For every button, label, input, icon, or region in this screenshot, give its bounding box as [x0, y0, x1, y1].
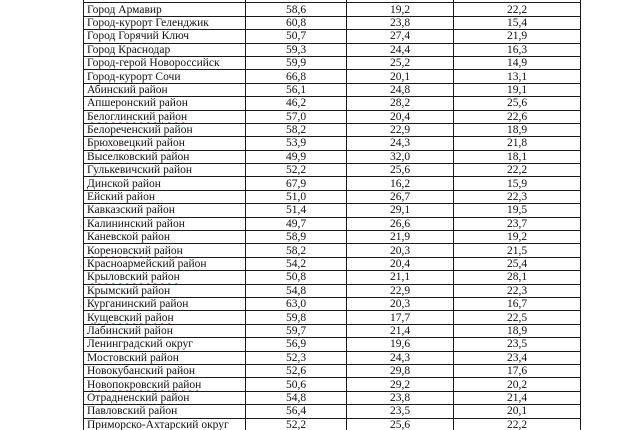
municipality-name-cell — [84, 324, 246, 337]
municipality-name: Новокубанский район — [87, 365, 196, 378]
municipality-name-cell — [84, 284, 246, 297]
table-row — [84, 97, 581, 110]
value-3-cell: 15,9 — [454, 177, 581, 190]
municipality-name: Белореченский район — [87, 124, 193, 137]
value-1-cell: 54,2 — [246, 257, 347, 270]
value-3-cell: 15,4 — [454, 16, 581, 29]
value-1-cell: 49,9 — [246, 150, 347, 163]
value-2-cell: 24,8 — [347, 83, 454, 96]
municipality-name-cell — [84, 311, 246, 324]
table-row — [84, 405, 581, 418]
table-row — [84, 177, 581, 190]
municipality-name: Выселковский район — [87, 150, 190, 163]
value-1-cell: 58,9 — [246, 231, 347, 244]
municipality-name-cell — [84, 56, 246, 69]
value-2-cell: 20,4 — [347, 110, 454, 123]
value-2-cell: 24,3 — [347, 137, 454, 150]
value-1-cell: 52,6 — [246, 364, 347, 377]
municipality-name: Город Армавир — [87, 3, 162, 16]
value-2-cell: 28,2 — [347, 97, 454, 110]
value-2-cell: 20,4 — [347, 257, 454, 270]
value-1-cell: 56,4 — [246, 405, 347, 418]
value-2-cell: 26,6 — [347, 217, 454, 230]
table-row — [84, 338, 581, 351]
value-1-cell: 49,7 — [246, 217, 347, 230]
value-3-cell: 17,6 — [454, 364, 581, 377]
municipality-name: Город-курорт Геленджик — [87, 16, 209, 29]
value-3-cell: 16,3 — [454, 43, 581, 56]
value-3-cell: 22,2 — [454, 164, 581, 177]
value-3-cell: 22,3 — [454, 190, 581, 203]
value-2-cell: 21,1 — [347, 271, 454, 284]
municipality-name: Лабинский район — [87, 324, 173, 337]
value-3-cell: 18,1 — [454, 150, 581, 163]
municipality-name-cell — [84, 97, 246, 110]
value-2-cell: 32,0 — [347, 150, 454, 163]
municipality-name-cell — [84, 83, 246, 96]
value-3-cell: 19,1 — [454, 83, 581, 96]
table-row — [84, 123, 581, 136]
value-3-cell: 13,1 — [454, 70, 581, 83]
municipality-name: Павловский район — [87, 405, 178, 418]
municipality-name-cell — [84, 43, 246, 56]
value-1-cell: 51,4 — [246, 204, 347, 217]
municipality-name-cell — [84, 16, 246, 29]
value-2-cell: 21,4 — [347, 324, 454, 337]
municipality-name-cell — [84, 351, 246, 364]
municipality-name-cell — [84, 150, 246, 163]
value-3-cell: 22,2 — [454, 418, 581, 430]
table-row — [84, 271, 581, 284]
value-1-cell: 56,1 — [246, 83, 347, 96]
value-1-cell: 54,8 — [246, 391, 347, 404]
table-row — [84, 217, 581, 230]
value-2-cell: 21,9 — [347, 231, 454, 244]
value-1-cell: 58,6 — [246, 3, 347, 16]
table-row — [84, 110, 581, 123]
value-1-cell: 59,9 — [246, 56, 347, 69]
municipality-name-cell — [84, 297, 246, 310]
municipality-name: Каневской район — [87, 231, 171, 244]
value-2-cell: 29,1 — [347, 204, 454, 217]
value-3-cell: 22,5 — [454, 311, 581, 324]
value-3-cell: 21,5 — [454, 244, 581, 257]
municipality-name: Город-герой Новороссийск — [87, 57, 220, 70]
municipality-name-cell — [84, 3, 246, 16]
municipality-name: Динской район — [87, 177, 161, 190]
value-2-cell: 29,2 — [347, 378, 454, 391]
table-row — [84, 391, 581, 404]
table-row — [84, 351, 581, 364]
municipality-name: Город Краснодар — [87, 43, 171, 56]
table-row — [84, 311, 581, 324]
table-row — [84, 164, 581, 177]
value-3-cell: 19,5 — [454, 204, 581, 217]
value-3-cell: 21,9 — [454, 30, 581, 43]
municipality-name-cell — [84, 364, 246, 377]
table-row — [84, 16, 581, 29]
table-row — [84, 284, 581, 297]
municipality-name-cell — [84, 204, 246, 217]
municipality-name-cell — [84, 391, 246, 404]
table-row — [84, 83, 581, 96]
municipality-name-cell — [84, 244, 246, 257]
municipality-name: Кущевский район — [87, 311, 174, 324]
municipality-name: Курганинский район — [87, 298, 189, 311]
municipality-name: Абинский район — [87, 83, 168, 96]
value-3-cell: 19,2 — [454, 231, 581, 244]
value-1-cell: 59,3 — [246, 43, 347, 56]
municipality-name: Отрадненский район — [87, 391, 190, 404]
value-1-cell: 52,2 — [246, 418, 347, 430]
municipality-name: Мостовский район — [87, 351, 179, 364]
value-2-cell: 23,5 — [347, 405, 454, 418]
municipality-name: Ленинградский округ — [87, 338, 193, 351]
municipality-name-cell — [84, 190, 246, 203]
municipality-name: Апшеронский район — [87, 97, 188, 110]
table-row — [84, 30, 581, 43]
value-3-cell: 22,2 — [454, 3, 581, 16]
table-row — [84, 244, 581, 257]
municipality-name: Приморско-Ахтарский округ — [87, 418, 229, 430]
table-row — [84, 364, 581, 377]
table-row — [84, 418, 581, 430]
value-1-cell: 50,7 — [246, 30, 347, 43]
table-row — [84, 231, 581, 244]
value-1-cell: 58,2 — [246, 244, 347, 257]
value-2-cell: 17,7 — [347, 311, 454, 324]
value-1-cell: 46,2 — [246, 97, 347, 110]
municipality-name: Гулькевичский район — [87, 164, 192, 177]
municipality-name-cell — [84, 70, 246, 83]
municipality-name: Город Горячий Ключ — [87, 30, 190, 43]
value-1-cell: 58,2 — [246, 123, 347, 136]
value-1-cell: 52,2 — [246, 164, 347, 177]
value-2-cell: 22,9 — [347, 284, 454, 297]
municipality-name-cell — [84, 177, 246, 190]
table-row — [84, 204, 581, 217]
value-1-cell: 59,8 — [246, 311, 347, 324]
value-1-cell: 52,3 — [246, 351, 347, 364]
value-3-cell: 25,4 — [454, 257, 581, 270]
table-row — [84, 378, 581, 391]
municipality-name-cell — [84, 217, 246, 230]
table-row — [84, 190, 581, 203]
value-1-cell: 59,7 — [246, 324, 347, 337]
value-2-cell: 25,6 — [347, 418, 454, 430]
municipality-name: Город-курорт Сочи — [87, 70, 181, 83]
municipality-name-cell — [84, 137, 246, 150]
value-1-cell: 53,9 — [246, 137, 347, 150]
value-2-cell: 24,4 — [347, 43, 454, 56]
municipality-name: Новопокровский район — [87, 378, 202, 391]
municipality-name-cell — [84, 110, 246, 123]
value-2-cell: 25,6 — [347, 164, 454, 177]
municipality-name: Ейский район — [87, 191, 155, 204]
table-row — [84, 43, 581, 56]
value-1-cell: 67,9 — [246, 177, 347, 190]
value-1-cell: 50,6 — [246, 378, 347, 391]
table-row — [84, 3, 581, 16]
value-2-cell: 19,2 — [347, 3, 454, 16]
municipality-name: Крыловский район — [87, 271, 180, 284]
value-1-cell: 57,0 — [246, 110, 347, 123]
value-1-cell: 51,0 — [246, 190, 347, 203]
value-2-cell: 16,2 — [347, 177, 454, 190]
value-2-cell: 27,4 — [347, 30, 454, 43]
municipality-name: Кавказский район — [87, 204, 175, 217]
value-3-cell: 22,3 — [454, 284, 581, 297]
value-2-cell: 29,8 — [347, 364, 454, 377]
value-2-cell: 23,8 — [347, 16, 454, 29]
value-3-cell: 20,2 — [454, 378, 581, 391]
municipality-name-cell — [84, 405, 246, 418]
value-1-cell: 54,8 — [246, 284, 347, 297]
municipality-name: Красноармейский район — [87, 258, 207, 270]
value-3-cell: 21,8 — [454, 137, 581, 150]
value-3-cell: 25,6 — [454, 97, 581, 110]
municipality-name-cell — [84, 257, 246, 270]
municipality-name-cell — [84, 164, 246, 177]
municipality-name: Белоглинский район — [87, 110, 188, 123]
municipality-name: Крымский район — [87, 284, 171, 297]
table-row — [84, 70, 581, 83]
value-2-cell: 22,9 — [347, 123, 454, 136]
table-row — [84, 257, 581, 270]
value-2-cell: 23,8 — [347, 391, 454, 404]
municipality-name: Кореновский район — [87, 244, 183, 257]
table-row — [84, 137, 581, 150]
value-2-cell: 25,2 — [347, 56, 454, 69]
table-body — [84, 0, 581, 430]
value-2-cell: 26,7 — [347, 190, 454, 203]
value-2-cell: 20,3 — [347, 297, 454, 310]
value-3-cell: 21,4 — [454, 391, 581, 404]
value-2-cell: 24,3 — [347, 351, 454, 364]
value-3-cell: 23,5 — [454, 338, 581, 351]
value-3-cell: 14,9 — [454, 56, 581, 69]
municipal-data-table — [83, 0, 581, 430]
value-2-cell: 20,1 — [347, 70, 454, 83]
value-3-cell: 16,7 — [454, 297, 581, 310]
municipality-name-cell — [84, 30, 246, 43]
value-1-cell: 60,8 — [246, 16, 347, 29]
value-1-cell: 50,8 — [246, 271, 347, 284]
value-2-cell: 19,6 — [347, 338, 454, 351]
value-3-cell: 20,1 — [454, 405, 581, 418]
value-1-cell: 63,0 — [246, 297, 347, 310]
table-row — [84, 56, 581, 69]
municipality-name: Калининский район — [87, 217, 185, 230]
value-3-cell: 22,6 — [454, 110, 581, 123]
table-row — [84, 324, 581, 337]
municipality-name-cell — [84, 338, 246, 351]
municipality-name: Брюховецкий район — [87, 137, 185, 150]
municipality-name-cell — [84, 378, 246, 391]
municipality-name-cell — [84, 418, 246, 430]
value-1-cell: 56,9 — [246, 338, 347, 351]
value-3-cell: 28,1 — [454, 271, 581, 284]
value-3-cell: 18,9 — [454, 123, 581, 136]
value-3-cell: 18,9 — [454, 324, 581, 337]
table-row — [84, 297, 581, 310]
municipality-name-cell — [84, 123, 246, 136]
value-3-cell: 23,7 — [454, 217, 581, 230]
municipality-name-cell — [84, 231, 246, 244]
table-row — [84, 150, 581, 163]
value-3-cell: 23,4 — [454, 351, 581, 364]
municipality-name-cell — [84, 271, 246, 284]
value-1-cell: 66,8 — [246, 70, 347, 83]
value-2-cell: 20,3 — [347, 244, 454, 257]
